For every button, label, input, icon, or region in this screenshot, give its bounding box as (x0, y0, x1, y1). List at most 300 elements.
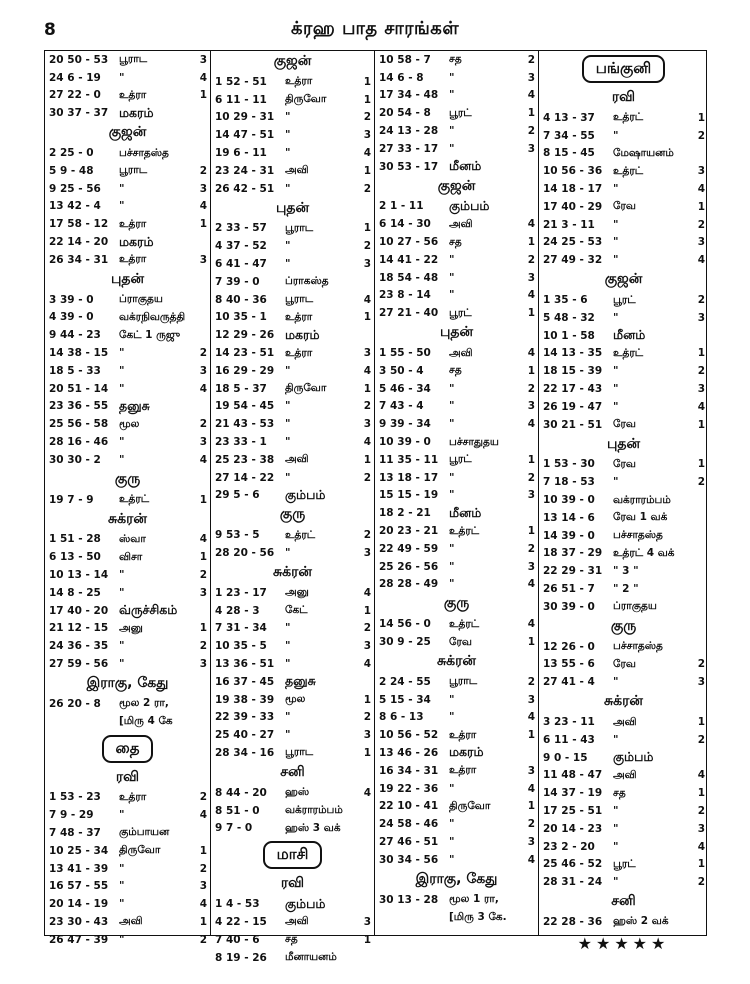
degree-value: 10 35 - 1 (215, 311, 267, 324)
pada-number: 2 (697, 294, 705, 307)
degree-value: 22 17 - 43 (543, 383, 603, 396)
nakshatra-name: " (285, 729, 291, 742)
degree-value: 14 23 - 51 (215, 347, 275, 360)
transit-row (539, 380, 708, 398)
degree-value: 20 50 - 53 (49, 53, 109, 66)
degree-value: 23 36 - 55 (49, 400, 109, 413)
degree-value: 28 16 - 46 (49, 436, 109, 449)
degree-value: 4 13 - 37 (543, 111, 595, 124)
nakshatra-name: ப்ராகுதய (119, 293, 163, 306)
pada-number: 1 (199, 493, 207, 506)
degree-value: 8 40 - 36 (215, 293, 267, 306)
nakshatra-name: " (119, 586, 125, 599)
pada-number: 4 (697, 183, 705, 196)
degree-value: 10 27 - 56 (379, 236, 439, 249)
pada-number: 1 (363, 164, 371, 177)
pada-number: 1 (363, 311, 371, 324)
degree-value: 27 14 - 22 (215, 471, 275, 484)
pada-number: 2 (527, 253, 535, 266)
pada-number: 2 (527, 53, 535, 66)
planet-heading: சனி (280, 763, 305, 780)
pada-number: 2 (363, 471, 371, 484)
degree-value: 27 41 - 4 (543, 676, 595, 689)
degree-value: 14 8 - 25 (49, 586, 101, 599)
degree-value: 7 39 - 0 (215, 275, 260, 288)
nakshatra-name: ஹஸ் 2 வக் (613, 915, 669, 928)
degree-value: 5 46 - 34 (379, 382, 431, 395)
pada-number: 2 (363, 400, 371, 413)
nakshatra-name: " (285, 622, 291, 635)
transit-row (211, 469, 374, 487)
degree-value: 22 14 - 20 (49, 236, 109, 249)
degree-value: 12 29 - 26 (215, 329, 275, 342)
nakshatra-name: " (449, 818, 455, 831)
transit-row (45, 198, 210, 216)
transit-row (375, 469, 538, 487)
planet-heading: ரவி (280, 875, 305, 892)
nakshatra-name: " (449, 142, 455, 155)
degree-value: 14 56 - 0 (379, 618, 431, 631)
sign-name: மகரம் (119, 104, 154, 120)
pada-number: 1 (363, 693, 371, 706)
transit-row (211, 126, 374, 144)
degree-value: 27 22 - 0 (49, 89, 101, 102)
transit-row (45, 931, 210, 949)
nakshatra-name: ஹஸ் (285, 786, 310, 799)
degree-value: 27 33 - 17 (379, 142, 439, 155)
pada-number: 2 (363, 182, 371, 195)
pada-number: 3 (363, 729, 371, 742)
transit-row (45, 180, 210, 198)
degree-value: 4 37 - 52 (215, 240, 267, 253)
degree-value: 30 53 - 17 (379, 160, 439, 173)
degree-value: 11 48 - 47 (543, 769, 603, 782)
pada-number: 3 (527, 835, 535, 848)
pada-number: 2 (363, 711, 371, 724)
degree-value: 14 37 - 19 (543, 787, 603, 800)
nakshatra-name: அவி (449, 217, 473, 230)
nakshatra-name: கேட் (285, 604, 308, 617)
degree-value: 10 56 - 36 (543, 165, 603, 178)
pada-number: 1 (527, 729, 535, 742)
pada-number: 1 (527, 364, 535, 377)
pada-number: 4 (697, 840, 705, 853)
degree-value: 3 50 - 4 (379, 364, 424, 377)
pada-number: 4 (199, 382, 207, 395)
nakshatra-name: மூல (119, 417, 140, 430)
transit-row (211, 180, 374, 198)
pada-number: 2 (363, 529, 371, 542)
degree-value: 6 11 - 11 (215, 93, 267, 106)
degree-value: 23 8 - 14 (379, 289, 431, 302)
degree-value: 1 51 - 28 (49, 533, 101, 546)
degree-value: 4 39 - 0 (49, 311, 94, 324)
nakshatra-name: " (613, 804, 619, 817)
pada-number: 1 (199, 844, 207, 857)
transit-row (539, 251, 708, 269)
nakshatra-name: ரேவ (449, 635, 472, 648)
pada-number: 2 (363, 111, 371, 124)
pada-number: 4 (199, 533, 207, 546)
transit-row (375, 69, 538, 87)
degree-value: 27 59 - 56 (49, 658, 109, 670)
nakshatra-name: " (449, 578, 455, 591)
pada-number: 2 (697, 876, 705, 889)
pada-number: 4 (363, 786, 371, 799)
sign-name: தனுசு (119, 397, 150, 413)
pada-number: 2 (527, 382, 535, 395)
degree-value: 22 28 - 36 (543, 915, 603, 928)
pada-number: 1 (363, 604, 371, 617)
transit-row (45, 398, 210, 416)
transit-row (45, 566, 210, 584)
nakshatra-name: " (119, 71, 125, 84)
sign-name: தனுசு (285, 673, 316, 689)
nakshatra-name: மூல (285, 693, 306, 706)
transit-row (375, 215, 538, 233)
transit-row (539, 198, 708, 216)
degree-value: 3 39 - 0 (49, 293, 94, 306)
nakshatra-name: அவி (613, 768, 637, 781)
degree-value: 10 39 - 0 (543, 494, 595, 507)
transit-row (45, 491, 210, 509)
pada-number: 4 (527, 418, 535, 431)
pada-number: 3 (527, 71, 535, 84)
nakshatra-name: விசா (119, 550, 143, 563)
nakshatra-name: பச்சாதஸ்த (119, 146, 169, 159)
transit-row (539, 784, 708, 802)
degree-value: 24 25 - 53 (543, 236, 603, 249)
transit-row (211, 526, 374, 544)
degree-value: 26 47 - 39 (49, 933, 109, 946)
transit-row (375, 269, 538, 287)
degree-value: 6 13 - 50 (49, 551, 101, 564)
transit-row (539, 327, 708, 345)
sign-name: கும்பம் (449, 197, 490, 213)
planet-heading: இராகு, கேது (86, 674, 169, 691)
transit-row (211, 380, 374, 398)
nakshatra-name: உத்ரட் (449, 617, 480, 630)
pada-number: 3 (199, 253, 207, 266)
transit-row (539, 491, 708, 509)
degree-value: 23 2 - 20 (543, 840, 595, 853)
transit-row (375, 122, 538, 140)
nakshatra-name: " (449, 400, 455, 413)
nakshatra-name: " (613, 254, 619, 267)
column-3 (375, 51, 539, 935)
nakshatra-name: அவி (285, 453, 309, 466)
degree-value: 1 55 - 50 (379, 347, 431, 360)
degree-value: 18 2 - 21 (379, 507, 431, 520)
nakshatra-name: " (449, 835, 455, 848)
pada-number: 3 (527, 400, 535, 413)
transit-row (539, 820, 708, 838)
transit-row (211, 691, 374, 709)
transit-row (375, 709, 538, 727)
sign-name: மகரம் (449, 744, 484, 760)
transit-row (375, 780, 538, 798)
transit-row (375, 540, 538, 558)
transit-row (45, 531, 210, 549)
pada-number: 3 (527, 764, 535, 777)
nakshatra-name: " (613, 129, 619, 142)
pada-number: 1 (697, 716, 705, 728)
degree-value: 13 55 - 6 (543, 658, 595, 671)
degree-value: 18 54 - 48 (379, 271, 439, 284)
transit-row (375, 833, 538, 851)
degree-value: 7 34 - 55 (543, 129, 595, 142)
nakshatra-name: ப்ராகுதய (613, 600, 657, 613)
transit-row (375, 198, 538, 216)
degree-value: 10 29 - 31 (215, 111, 275, 124)
transit-row (211, 309, 374, 327)
transit-row (539, 767, 708, 785)
pada-number: 3 (363, 129, 371, 142)
pada-number: 2 (697, 733, 705, 746)
degree-value: 1 23 - 17 (215, 586, 267, 599)
pada-number: 1 (697, 347, 705, 360)
nakshatra-name: " (449, 271, 455, 284)
pada-number: 1 (527, 800, 535, 813)
degree-value: 2 1 - 11 (379, 200, 424, 213)
nakshatra-name: உத்ரட் (285, 528, 316, 541)
nakshatra-name: அவி (119, 915, 143, 928)
degree-value: 5 48 - 32 (543, 311, 595, 324)
nakshatra-name: திருவோ (285, 382, 327, 395)
degree-value: 14 38 - 15 (49, 347, 109, 360)
transit-row (211, 415, 374, 433)
sign-name: மீனம் (449, 504, 482, 520)
degree-value: 21 43 - 53 (215, 418, 275, 431)
pada-number: 4 (199, 453, 207, 466)
degree-value: 19 7 - 9 (49, 493, 94, 506)
pada-number: 3 (199, 364, 207, 377)
pada-number: 3 (363, 418, 371, 431)
degree-value: 18 37 - 29 (543, 547, 603, 560)
nakshatra-name: சத (449, 364, 462, 377)
pada-number: 4 (527, 347, 535, 360)
pada-number: 1 (527, 107, 535, 120)
transit-row (211, 726, 374, 744)
degree-value: 1 53 - 30 (543, 458, 595, 471)
transit-row (45, 233, 210, 251)
pada-number: 3 (697, 311, 705, 324)
degree-value: 22 10 - 41 (379, 800, 439, 813)
pada-number: 1 (697, 787, 705, 800)
pada-number: 3 (527, 560, 535, 573)
pada-number: 4 (363, 436, 371, 449)
nakshatra-name: " (119, 658, 125, 670)
transit-row (539, 656, 708, 674)
transit-row (45, 215, 210, 233)
transit-row (539, 545, 708, 563)
transit-row (211, 931, 374, 949)
nakshatra-name: அவி (613, 715, 637, 728)
nakshatra-name: " (449, 418, 455, 431)
transit-row (45, 895, 210, 913)
nakshatra-name: " (613, 733, 619, 746)
month-box (539, 51, 708, 87)
transit-row (45, 326, 210, 344)
degree-value: 30 30 - 2 (49, 453, 101, 466)
pada-number: 4 (527, 711, 535, 724)
degree-value: 17 40 - 29 (543, 200, 603, 213)
nakshatra-name: " (285, 111, 291, 124)
degree-value: 7 31 - 34 (215, 622, 267, 635)
degree-value: 1 35 - 6 (543, 294, 588, 307)
degree-value: 6 41 - 47 (215, 258, 267, 271)
pada-number: 4 (363, 364, 371, 377)
pada-number: 4 (697, 254, 705, 267)
pada-number: 4 (363, 658, 371, 670)
nakshatra-name: வக்ராரம்பம் (285, 804, 343, 817)
nakshatra-name: " (449, 542, 455, 555)
transit-row (539, 731, 708, 749)
nakshatra-name: " (449, 489, 455, 502)
pada-number: 2 (363, 240, 371, 253)
degree-value: 18 15 - 39 (543, 365, 603, 378)
nakshatra-name: " (613, 400, 619, 413)
transit-row (539, 473, 708, 491)
nakshatra-name: " (119, 640, 125, 653)
nakshatra-name: " (449, 711, 455, 724)
transit-row (45, 913, 210, 931)
transit-row (45, 548, 210, 566)
transit-row (539, 855, 708, 873)
nakshatra-name: பூராட (119, 53, 148, 66)
degree-value: 17 25 - 51 (543, 804, 603, 817)
transit-row (375, 891, 538, 909)
nakshatra-name: " (285, 364, 291, 377)
nakshatra-name: " (449, 693, 455, 706)
transit-row (45, 344, 210, 362)
degree-value: 23 33 - 1 (215, 436, 267, 449)
nakshatra-name: " (285, 400, 291, 413)
transit-row (211, 398, 374, 416)
nakshatra-name: " (613, 311, 619, 324)
nakshatra-name: " (449, 382, 455, 395)
transit-row (375, 415, 538, 433)
pada-number: 1 (363, 746, 371, 759)
nakshatra-name: " (449, 89, 455, 102)
transit-row (375, 797, 538, 815)
transit-row (375, 633, 538, 651)
pada-number: 1 (697, 418, 705, 431)
degree-value: 25 23 - 38 (215, 453, 275, 466)
nakshatra-name: " 3 " (613, 565, 639, 578)
planet-heading: குரு (114, 470, 141, 487)
transit-row (211, 802, 374, 820)
nakshatra-name: [மிரு 3 கே. (449, 910, 507, 923)
transit-row (45, 87, 210, 105)
nakshatra-name: " (119, 569, 125, 582)
degree-value: 25 56 - 58 (49, 418, 109, 431)
pada-number: 3 (697, 165, 705, 178)
pada-number: 3 (363, 640, 371, 653)
transit-row (45, 860, 210, 878)
transit-row (211, 620, 374, 638)
degree-value: 8 44 - 20 (215, 786, 267, 799)
transit-row (539, 598, 708, 616)
nakshatra-name: " (119, 436, 125, 449)
nakshatra-name: திருவோ (119, 844, 161, 857)
degree-value: 10 1 - 58 (543, 329, 595, 342)
degree-value: 12 26 - 0 (543, 640, 595, 653)
degree-value: 19 54 - 45 (215, 400, 275, 413)
transit-row (211, 451, 374, 469)
transit-row (45, 104, 210, 122)
transit-row (539, 127, 708, 145)
planet-heading: சுக்ரன் (437, 652, 476, 669)
transit-row (45, 695, 210, 713)
nakshatra-name: பூரட் (613, 293, 636, 306)
transit-row (211, 344, 374, 362)
transit-row (539, 180, 708, 198)
degree-value: 1 53 - 23 (49, 791, 101, 804)
pada-number: 1 (363, 75, 371, 88)
pada-number: 1 (199, 551, 207, 564)
transit-row (211, 895, 374, 913)
degree-value: 4 28 - 3 (215, 604, 260, 617)
month-label: தை (102, 735, 154, 763)
nakshatra-name: பூரட் (449, 453, 472, 466)
transit-row (539, 162, 708, 180)
degree-value: 14 6 - 8 (379, 71, 424, 84)
degree-value: 19 22 - 36 (379, 782, 439, 795)
transit-row (539, 580, 708, 598)
transit-row (45, 380, 210, 398)
planet-heading: குரு (443, 595, 470, 612)
nakshatra-name: சத (613, 786, 626, 799)
degree-value: 3 23 - 11 (543, 716, 595, 728)
degree-value: 27 21 - 40 (379, 307, 439, 320)
transit-row (211, 602, 374, 620)
nakshatra-name: " (119, 200, 125, 213)
pada-number: 2 (199, 862, 207, 875)
nakshatra-name: மூல 2 ரா, (119, 697, 169, 710)
nakshatra-name: " (119, 862, 125, 875)
transit-row (375, 304, 538, 322)
transit-row (45, 789, 210, 807)
nakshatra-name: அனு (285, 586, 309, 599)
transit-row (375, 558, 538, 576)
pada-number: 4 (199, 898, 207, 911)
transit-row (539, 713, 708, 731)
pada-number: 3 (697, 676, 705, 689)
end-stars: ★★★★★ (577, 934, 670, 954)
transit-row (539, 456, 708, 474)
planet-heading: குரு (279, 506, 306, 523)
pada-number: 3 (363, 915, 371, 928)
degree-value: 22 39 - 33 (215, 711, 275, 724)
degree-value: 8 51 - 0 (215, 804, 260, 817)
degree-value: 17 34 - 48 (379, 89, 439, 102)
degree-value: 24 58 - 46 (379, 818, 439, 831)
pada-number: 4 (199, 71, 207, 84)
nakshatra-name: ரேவ (613, 457, 636, 470)
sign-name: மகரம் (119, 233, 154, 249)
pada-number: 1 (363, 222, 371, 235)
transit-row (45, 602, 210, 620)
pada-number: 4 (363, 586, 371, 599)
degree-value: 26 51 - 7 (543, 583, 595, 596)
pada-number: 3 (363, 547, 371, 560)
nakshatra-name: " (285, 547, 291, 560)
pada-number: 2 (199, 347, 207, 360)
pada-number: 4 (363, 147, 371, 160)
degree-value: 29 5 - 6 (215, 489, 260, 502)
transit-row (45, 251, 210, 269)
